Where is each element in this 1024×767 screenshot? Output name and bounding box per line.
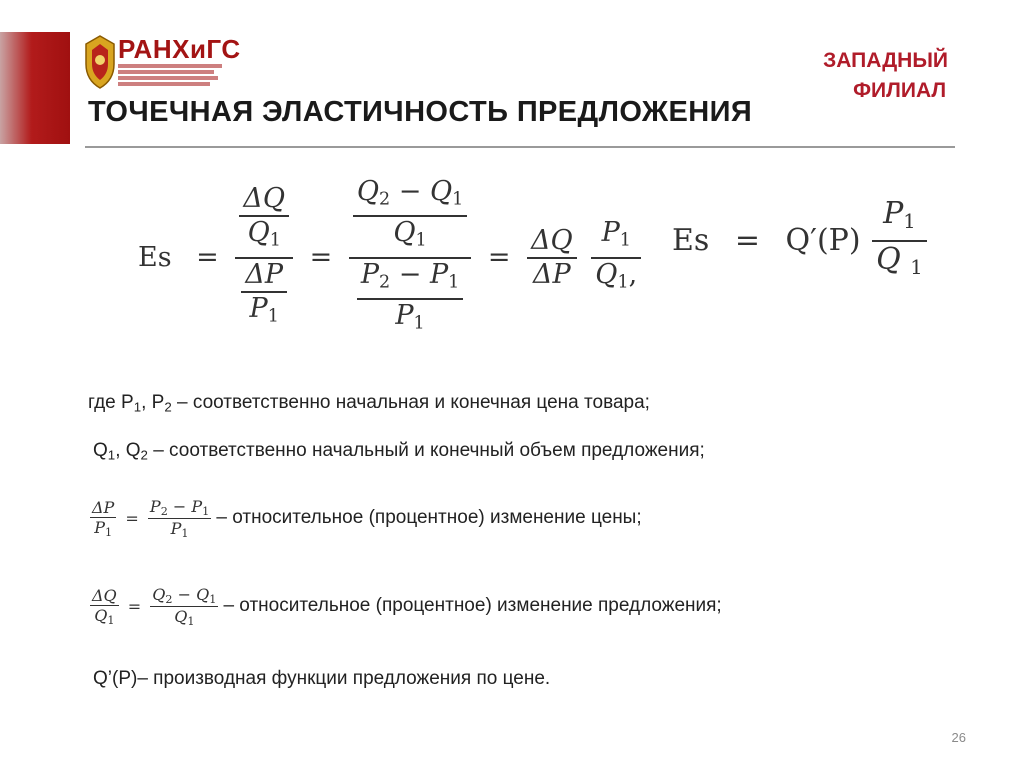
explanation-line-4: $\frac{\Delta Q}{Q_1}$ = $\frac{Q_2 - Q_1}{Q_1}$ – относительное (процентное) изменение предложения; — [92, 585, 722, 628]
accent-bar — [0, 32, 70, 144]
logo-text: РАНХиГС — [118, 34, 241, 64]
explanation-line-1: где $P_1$, $P_2$ – соответственно начальная и конечная цена товара; — [88, 392, 650, 415]
price-change-fraction: $\frac{\Delta P}{P_1}$ = $\frac{P_2 - P_1}{P_1}$ — [92, 497, 210, 540]
es-symbol: Es — [138, 241, 172, 273]
explanation-line-3: $\frac{\Delta P}{P_1}$ = $\frac{P_2 - P_1}{P_1}$ – относительное (процентное) изменение цены; — [92, 497, 642, 540]
branch-line-2: ФИЛИАЛ — [853, 79, 947, 102]
elasticity-formula-main: Es = $\frac{\frac{\Delta Q}{Q_1}}{\frac{\Delta P}{P_1}}$ = $\frac{\frac{Q_2 - Q_1}{Q_1}}{\frac{P_2 - P_1}{P_1}}$ = $\frac{\Delta Q}{\Delta P}$ $\frac{P_1}{Q_1,}$ — [138, 176, 641, 340]
title-divider — [85, 146, 955, 148]
equals-sign: = — [196, 241, 219, 273]
frac-ratio-of-deltas: $\frac{\frac{\Delta Q}{Q_1}}{\frac{\Delta P}{P_1}}$ — [235, 183, 293, 332]
frac-ratio-of-differences: $\frac{\frac{Q_2 - Q_1}{Q_1}}{\frac{P_2 - P_1}{P_1}}$ — [349, 176, 471, 340]
page-number: 26 — [951, 730, 966, 745]
elasticity-formula-derivative: Es = Q′(P) $\frac{P_1}{Q _1}$ — [672, 196, 927, 286]
branch-label — [823, 46, 948, 106]
logo-subtitle-lines — [118, 64, 222, 88]
explanation-line-2: $Q_1$, $Q_2$ – соответственно начальный и конечный объем предложения; — [93, 440, 705, 463]
quantity-change-fraction: $\frac{\Delta Q}{Q_1}$ = $\frac{Q_2 - Q_1}{Q_1}$ — [92, 585, 217, 628]
branch-line-1: ЗАПАДНЫЙ — [823, 49, 948, 72]
page-title: ТОЧЕЧНАЯ ЭЛАСТИЧНОСТЬ ПРЕДЛОЖЕНИЯ — [88, 96, 753, 128]
explanation-line-5: Q’(P)– производная функции предложения по цене. — [93, 668, 551, 689]
